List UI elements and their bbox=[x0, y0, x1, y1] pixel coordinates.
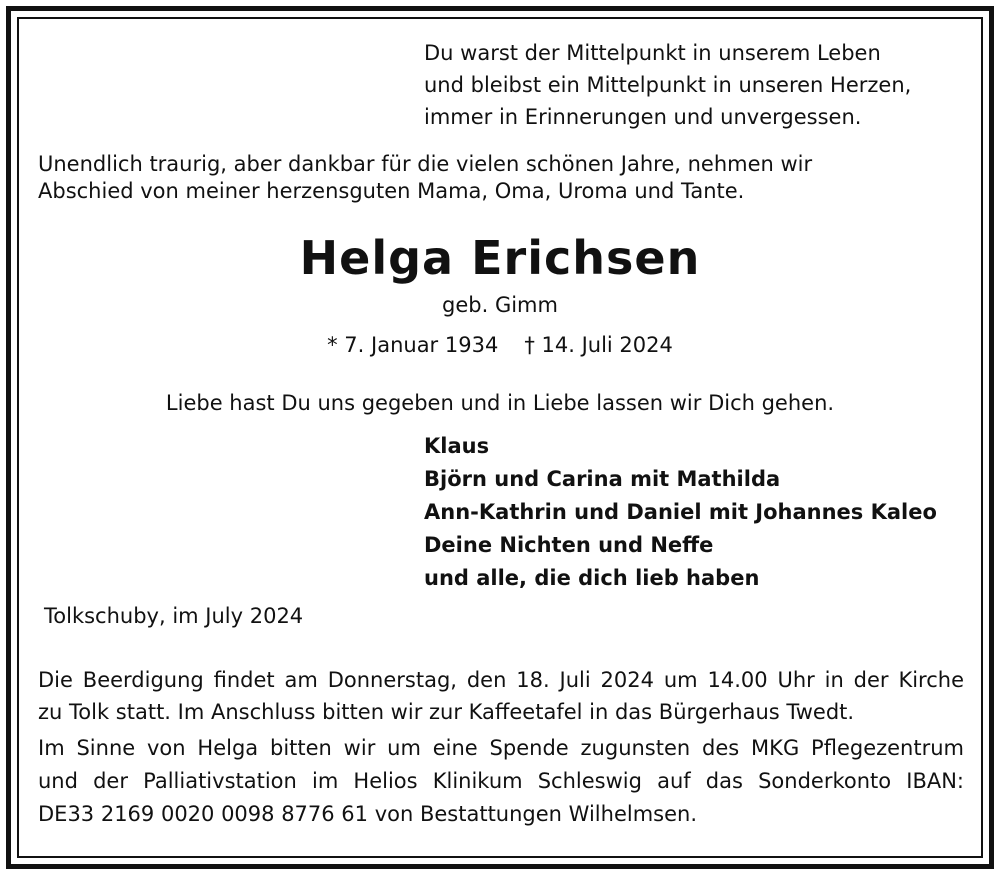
verse-line-3: immer in Erinnerungen und unvergessen. bbox=[424, 105, 862, 129]
funeral-line-1: Die Beerdigung findet am Donnerstag, den 18. Juli 2024 um 14.00 Uhr in der Kirche bbox=[38, 668, 964, 692]
place-date: Tolkschuby, im July 2024 bbox=[44, 604, 304, 628]
farewell-line: Liebe hast Du uns gegeben und in Liebe lassen wir Dich gehen. bbox=[165, 391, 835, 415]
intro-line-2: Abschied von meiner herzensguten Mama, Oma, Uroma und Tante. bbox=[38, 179, 745, 203]
life-dates bbox=[0, 329, 1000, 361]
verse-line-1: Du warst der Mittelpunkt in unserem Leben bbox=[424, 41, 881, 65]
deceased-name: Helga Erichsen bbox=[299, 231, 701, 285]
mourner-line: Klaus bbox=[424, 434, 490, 458]
intro-line-1: Unendlich traurig, aber dankbar für die vielen schönen Jahre, nehmen wir bbox=[38, 152, 813, 176]
mourner-line: Deine Nichten und Neffe bbox=[424, 533, 714, 557]
death-date: † 14. Juli 2024 bbox=[524, 333, 673, 357]
birth-date: * 7. Januar 1934 bbox=[327, 333, 499, 357]
mourner-line: und alle, die dich lieb haben bbox=[424, 566, 760, 590]
donation-line-2: und der Palliativstation im Helios Klinikum Schleswig auf das Sonderkonto IBAN: bbox=[38, 769, 964, 793]
maiden-name: geb. Gimm bbox=[442, 293, 558, 317]
mourner-line: Ann-Kathrin und Daniel mit Johannes Kaleo bbox=[424, 500, 937, 524]
funeral-line-2: zu Tolk statt. Im Anschluss bitten wir zur Kaffeetafel in das Bürgerhaus Twedt. bbox=[38, 700, 855, 724]
donation-line-1: Im Sinne von Helga bitten wir um eine Spende zugunsten des MKG Pflegezentrum bbox=[38, 736, 964, 760]
donation-line-3: DE33 2169 0020 0098 8776 61 von Bestattungen Wilhelmsen. bbox=[38, 802, 697, 826]
verse-line-2: und bleibst ein Mittelpunkt in unseren Herzen, bbox=[424, 73, 912, 97]
mourner-line: Björn und Carina mit Mathilda bbox=[424, 467, 781, 491]
